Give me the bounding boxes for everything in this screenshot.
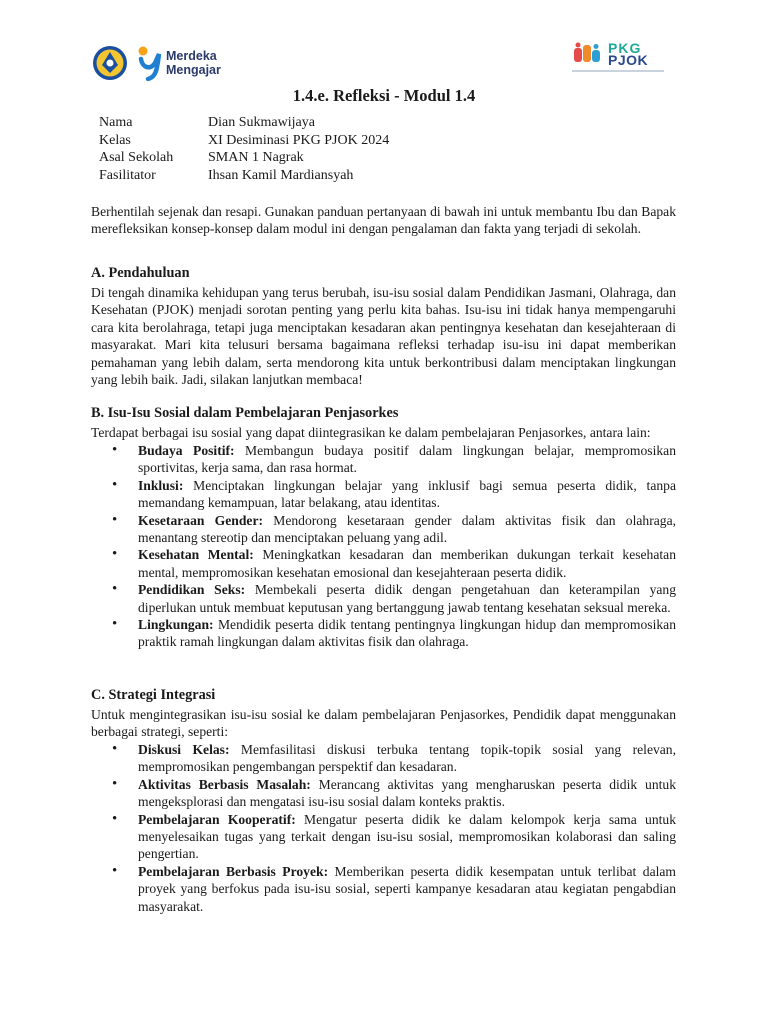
page-title: 1.4.e. Refleksi - Modul 1.4 xyxy=(292,86,476,105)
list-item-text: Memfasilitasi diskusi terbuka tentang topik-topik sosial yang relevan, mempromosikan pengembangan perspektif dan kesadaran. xyxy=(138,742,677,775)
list-item-text: Mengatur peserta didik ke dalam kelompok kerja sama untuk menyelesaikan tugas yang terkait dengan isu-isu sosial, mempromosikan kolaborasi dan saling pengertian. xyxy=(138,811,676,862)
pkg-pjok-logo xyxy=(572,42,664,76)
list-item-term: Pembelajaran Berbasis Proyek: xyxy=(138,863,329,879)
identity-row xyxy=(99,167,389,185)
identity-label: Kelas xyxy=(99,132,131,148)
identity-value: Ihsan Kamil Mardiansyah xyxy=(208,167,354,183)
list-item-text: Menciptakan lingkungan belajar yang inklusif bagi semua peserta didik, tanpa memandang kemampuan, latar belakang, atau identitas. xyxy=(138,477,676,511)
section-c-lead: Untuk mengintegrasikan isu-isu sosial ke dalam pembelajaran Penjasorkes, Pendidik dapat menggunakan berbagai strategi, seperti: xyxy=(91,707,676,740)
list-item xyxy=(110,442,676,477)
section-c-heading: C. Strategi Integrasi xyxy=(91,687,216,703)
list-item-text: Membangun budaya positif dalam lingkungan belajar, mempromosikan sportivitas, kerja sama, dan rasa hormat. xyxy=(138,443,676,476)
tut-wuri-handayani-icon xyxy=(92,45,128,81)
list-item-text: Merancang aktivitas yang mengharuskan peserta didik untuk mengeksplorasi dan mengatasi isu-isu sosial dalam konteks praktis. xyxy=(138,776,676,810)
list-item xyxy=(110,477,676,512)
list-item-term: Inklusi: xyxy=(138,477,184,493)
pkg-text: PKG xyxy=(608,40,642,56)
list-item xyxy=(110,741,676,776)
identity-row xyxy=(99,114,389,132)
identity-value: SMAN 1 Nagrak xyxy=(208,150,304,166)
pkg-athlete-icon xyxy=(572,42,606,68)
section-b-heading: B. Isu-Isu Sosial dalam Pembelajaran Penjasorkes xyxy=(91,405,399,421)
list-item-term: Pembelajaran Kooperatif: xyxy=(138,811,296,827)
list-item-term: Diskusi Kelas: xyxy=(138,742,230,757)
identity-row xyxy=(99,132,389,150)
list-item-text: Meningkatkan kesadaran dan memberikan dukungan terkait kesehatan mental, mempromosikan kesehatan emosional dan kesejahteraan peserta didik. xyxy=(138,547,676,580)
identity-table xyxy=(99,114,389,184)
list-item xyxy=(110,616,676,651)
list-item-term: Pendidikan Seks: xyxy=(138,582,246,598)
list-item xyxy=(110,776,676,811)
merdeka-mengajar-icon xyxy=(136,45,162,81)
section-b-list xyxy=(110,442,676,651)
pkg-tagline-line xyxy=(572,70,664,72)
section-b-lead: Terdapat berbagai isu sosial yang dapat diintegrasikan ke dalam pembelajaran Penjasorkes, antara lain: xyxy=(91,425,651,440)
list-item-text: Mendorong kesetaraan gender dalam aktivitas fisik dan olahraga, menantang stereotip dan menciptakan peluang yang adil. xyxy=(138,512,676,546)
list-item-term: Kesehatan Mental: xyxy=(138,547,254,563)
list-item xyxy=(110,811,676,863)
list-item xyxy=(110,546,676,581)
list-item xyxy=(110,863,676,915)
section-c-list xyxy=(110,741,676,915)
merdeka-text: Merdeka xyxy=(166,49,217,63)
identity-value: XI Desiminasi PKG PJOK 2024 xyxy=(208,132,390,148)
pjok-text: PJOK xyxy=(608,52,649,68)
identity-value: Dian Sukmawijaya xyxy=(208,115,315,130)
list-item-text: Mendidik peserta didik tentang pentingnya lingkungan hidup dan mempromosikan praktik ramah lingkungan dalam aktivitas fisik dan olahraga. xyxy=(138,617,676,650)
mengajar-text: Mengajar xyxy=(166,63,221,77)
identity-label: Asal Sekolah xyxy=(99,150,174,166)
pkg-pjok-wordmark xyxy=(608,42,648,66)
list-item-term: Kesetaraan Gender: xyxy=(138,512,264,528)
section-a-body: Di tengah dinamika kehidupan yang terus berubah, isu-isu sosial dalam Pendidikan Jasmani, Olahraga, dan Kesehatan (PJOK) menjadi sorotan penting yang perlu kita bahas. Isu-isu ini tidak hanya mempengaruhi cara kita berolahraga, tetapi juga menciptakan kesadaran akan pentingnya kesehatan dan kesejahteraan di masyarakat. Mari kita telusuri bersama bagaimana refleksi terhadap isu-isu ini dapat memberikan pemahaman yang lebih dalam, serta mendorong kita untuk berkontribusi dalam menciptakan lingkungan yang lebih baik. Jadi, silakan lanjutkan membaca! xyxy=(91,285,676,388)
list-item-term: Aktivitas Berbasis Masalah: xyxy=(138,776,311,792)
identity-label: Nama xyxy=(99,115,133,130)
identity-label: Fasilitator xyxy=(99,167,156,183)
merdeka-mengajar-logo xyxy=(92,44,221,82)
section-a-heading: A. Pendahuluan xyxy=(91,265,190,281)
list-item-text: Membekali peserta didik dengan pengetahuan dan keterampilan yang diperlukan untuk membuat keputusan yang bertanggung jawab tentang kesehatan seksual mereka. xyxy=(138,582,676,615)
list-item-text: Memberikan peserta didik kesempatan untuk terlibat dalam proyek yang berfokus pada isu-isu sosial, seperti kampanye kesadaran atau kegiatan pengabdian masyarakat. xyxy=(138,863,676,914)
list-item-term: Lingkungan: xyxy=(138,617,214,633)
identity-row xyxy=(99,149,389,167)
merdeka-mengajar-wordmark xyxy=(166,49,221,77)
list-item xyxy=(110,581,676,616)
intro-paragraph: Berhentilah sejenak dan resapi. Gunakan panduan pertanyaan di bawah ini untuk membantu Ibu dan Bapak merefleksikan konsep-konsep dalam modul ini dengan pengalaman dan fakta yang terjadi di sekolah. xyxy=(91,204,676,237)
list-item-term: Budaya Positif: xyxy=(138,443,235,458)
list-item xyxy=(110,512,676,547)
